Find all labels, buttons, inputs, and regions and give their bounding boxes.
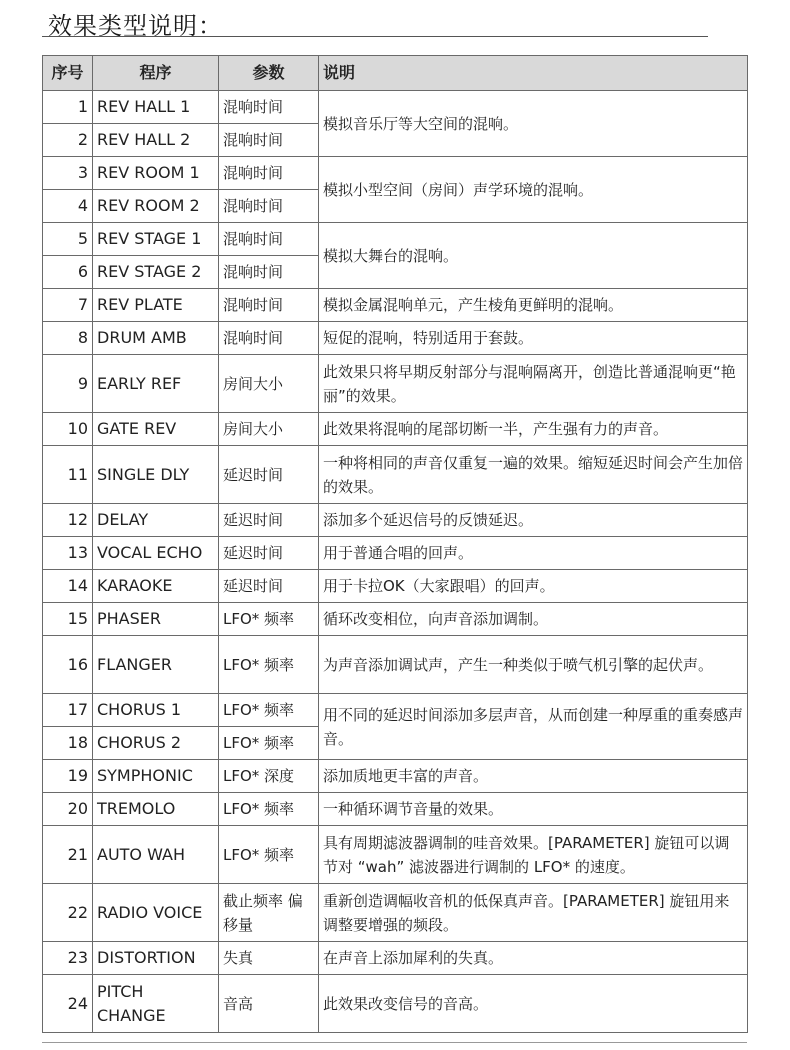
parameter-name: LFO* 频率: [219, 793, 319, 826]
effect-description: 用于卡拉OK（大家跟唱）的回声。: [319, 570, 748, 603]
table-row: [43, 760, 748, 793]
table-row: [43, 694, 748, 727]
effect-description: 模拟大舞台的混响。: [319, 223, 748, 289]
row-number: 7: [43, 289, 93, 322]
program-name: PITCH CHANGE: [93, 975, 219, 1033]
parameter-name: LFO* 频率: [219, 694, 319, 727]
parameter-name: LFO* 频率: [219, 727, 319, 760]
row-number: 8: [43, 322, 93, 355]
program-name: SINGLE DLY: [93, 446, 219, 504]
row-number: 3: [43, 157, 93, 190]
header-program: 程序: [93, 56, 219, 91]
row-number: 4: [43, 190, 93, 223]
effect-description: 模拟小型空间（房间）声学环境的混响。: [319, 157, 748, 223]
program-name: REV HALL 1: [93, 91, 219, 124]
parameter-name: 混响时间: [219, 322, 319, 355]
parameter-name: 延迟时间: [219, 570, 319, 603]
program-name: REV HALL 2: [93, 124, 219, 157]
parameter-name: 截止频率 偏移量: [219, 884, 319, 942]
table-row: [43, 603, 748, 636]
effect-description: 此效果将混响的尾部切断一半，产生强有力的声音。: [319, 413, 748, 446]
program-name: REV STAGE 1: [93, 223, 219, 256]
title-underline: [42, 36, 708, 37]
table-row: [43, 157, 748, 190]
header-number: 序号: [43, 56, 93, 91]
parameter-name: LFO* 频率: [219, 603, 319, 636]
row-number: 20: [43, 793, 93, 826]
program-name: DELAY: [93, 504, 219, 537]
effect-description: 此效果改变信号的音高。: [319, 975, 748, 1033]
table-row: [43, 537, 748, 570]
row-number: 24: [43, 975, 93, 1033]
parameter-name: 房间大小: [219, 413, 319, 446]
effect-description: 一种将相同的声音仅重复一遍的效果。缩短延迟时间会产生加倍的效果。: [319, 446, 748, 504]
program-name: REV ROOM 1: [93, 157, 219, 190]
parameter-name: 混响时间: [219, 157, 319, 190]
parameter-name: 延迟时间: [219, 446, 319, 504]
table-row: [43, 570, 748, 603]
effect-description: 循环改变相位，向声音添加调制。: [319, 603, 748, 636]
row-number: 12: [43, 504, 93, 537]
parameter-name: 混响时间: [219, 124, 319, 157]
program-name: CHORUS 1: [93, 694, 219, 727]
program-name: FLANGER: [93, 636, 219, 694]
header-description: 说明: [319, 56, 748, 91]
table-row: [43, 884, 748, 942]
row-number: 5: [43, 223, 93, 256]
effect-description: 用于普通合唱的回声。: [319, 537, 748, 570]
table-row: [43, 413, 748, 446]
table-row: [43, 446, 748, 504]
program-name: TREMOLO: [93, 793, 219, 826]
row-number: 14: [43, 570, 93, 603]
bottom-divider: [42, 1042, 747, 1043]
table-row: [43, 942, 748, 975]
effect-description: 重新创造调幅收音机的低保真声音。[PARAMETER] 旋钮用来调整要增强的频段。: [319, 884, 748, 942]
row-number: 23: [43, 942, 93, 975]
effect-description: 此效果只将早期反射部分与混响隔离开，创造比普通混响更“艳丽”的效果。: [319, 355, 748, 413]
row-number: 6: [43, 256, 93, 289]
parameter-name: 延迟时间: [219, 504, 319, 537]
program-name: PHASER: [93, 603, 219, 636]
table-row: [43, 322, 748, 355]
parameter-name: 延迟时间: [219, 537, 319, 570]
row-number: 11: [43, 446, 93, 504]
parameter-name: 混响时间: [219, 190, 319, 223]
row-number: 15: [43, 603, 93, 636]
parameter-name: 混响时间: [219, 256, 319, 289]
effect-description: 模拟音乐厅等大空间的混响。: [319, 91, 748, 157]
row-number: 17: [43, 694, 93, 727]
table-row: [43, 504, 748, 537]
parameter-name: LFO* 频率: [219, 826, 319, 884]
program-name: REV STAGE 2: [93, 256, 219, 289]
row-number: 18: [43, 727, 93, 760]
effect-description: 在声音上添加犀利的失真。: [319, 942, 748, 975]
parameter-name: 混响时间: [219, 289, 319, 322]
header-parameter: 参数: [219, 56, 319, 91]
program-name: GATE REV: [93, 413, 219, 446]
effect-description: 为声音添加调试声，产生一种类似于喷气机引擎的起伏声。: [319, 636, 748, 694]
row-number: 1: [43, 91, 93, 124]
table-row: [43, 289, 748, 322]
effect-description: 添加多个延迟信号的反馈延迟。: [319, 504, 748, 537]
effect-description: 添加质地更丰富的声音。: [319, 760, 748, 793]
program-name: REV ROOM 2: [93, 190, 219, 223]
program-name: EARLY REF: [93, 355, 219, 413]
row-number: 2: [43, 124, 93, 157]
program-name: KARAOKE: [93, 570, 219, 603]
effect-description: 短促的混响，特别适用于套鼓。: [319, 322, 748, 355]
program-name: CHORUS 2: [93, 727, 219, 760]
parameter-name: LFO* 深度: [219, 760, 319, 793]
row-number: 22: [43, 884, 93, 942]
table-row: [43, 223, 748, 256]
program-name: DISTORTION: [93, 942, 219, 975]
program-name: RADIO VOICE: [93, 884, 219, 942]
program-name: SYMPHONIC: [93, 760, 219, 793]
row-number: 9: [43, 355, 93, 413]
row-number: 19: [43, 760, 93, 793]
parameter-name: 失真: [219, 942, 319, 975]
effect-description: 模拟金属混响单元，产生棱角更鲜明的混响。: [319, 289, 748, 322]
parameter-name: LFO* 频率: [219, 636, 319, 694]
program-name: AUTO WAH: [93, 826, 219, 884]
page-title: 效果类型说明：: [48, 12, 223, 40]
table-row: [43, 793, 748, 826]
row-number: 10: [43, 413, 93, 446]
table-row: [43, 91, 748, 124]
program-name: REV PLATE: [93, 289, 219, 322]
parameter-name: 混响时间: [219, 91, 319, 124]
parameter-name: 音高: [219, 975, 319, 1033]
table-row: [43, 636, 748, 694]
effect-description: 一种循环调节音量的效果。: [319, 793, 748, 826]
program-name: DRUM AMB: [93, 322, 219, 355]
row-number: 21: [43, 826, 93, 884]
program-name: VOCAL ECHO: [93, 537, 219, 570]
parameter-name: 混响时间: [219, 223, 319, 256]
row-number: 13: [43, 537, 93, 570]
row-number: 16: [43, 636, 93, 694]
parameter-name: 房间大小: [219, 355, 319, 413]
effect-description: 用不同的延迟时间添加多层声音，从而创建一种厚重的重奏感声音。: [319, 694, 748, 760]
table-row: [43, 975, 748, 1033]
table-header-row: [43, 56, 748, 91]
table-row: [43, 355, 748, 413]
effect-type-table: [42, 55, 748, 1033]
effect-description: 具有周期滤波器调制的哇音效果。[PARAMETER] 旋钮可以调节对 “wah” 滤波器进行调制的 LFO* 的速度。: [319, 826, 748, 884]
table-row: [43, 826, 748, 884]
